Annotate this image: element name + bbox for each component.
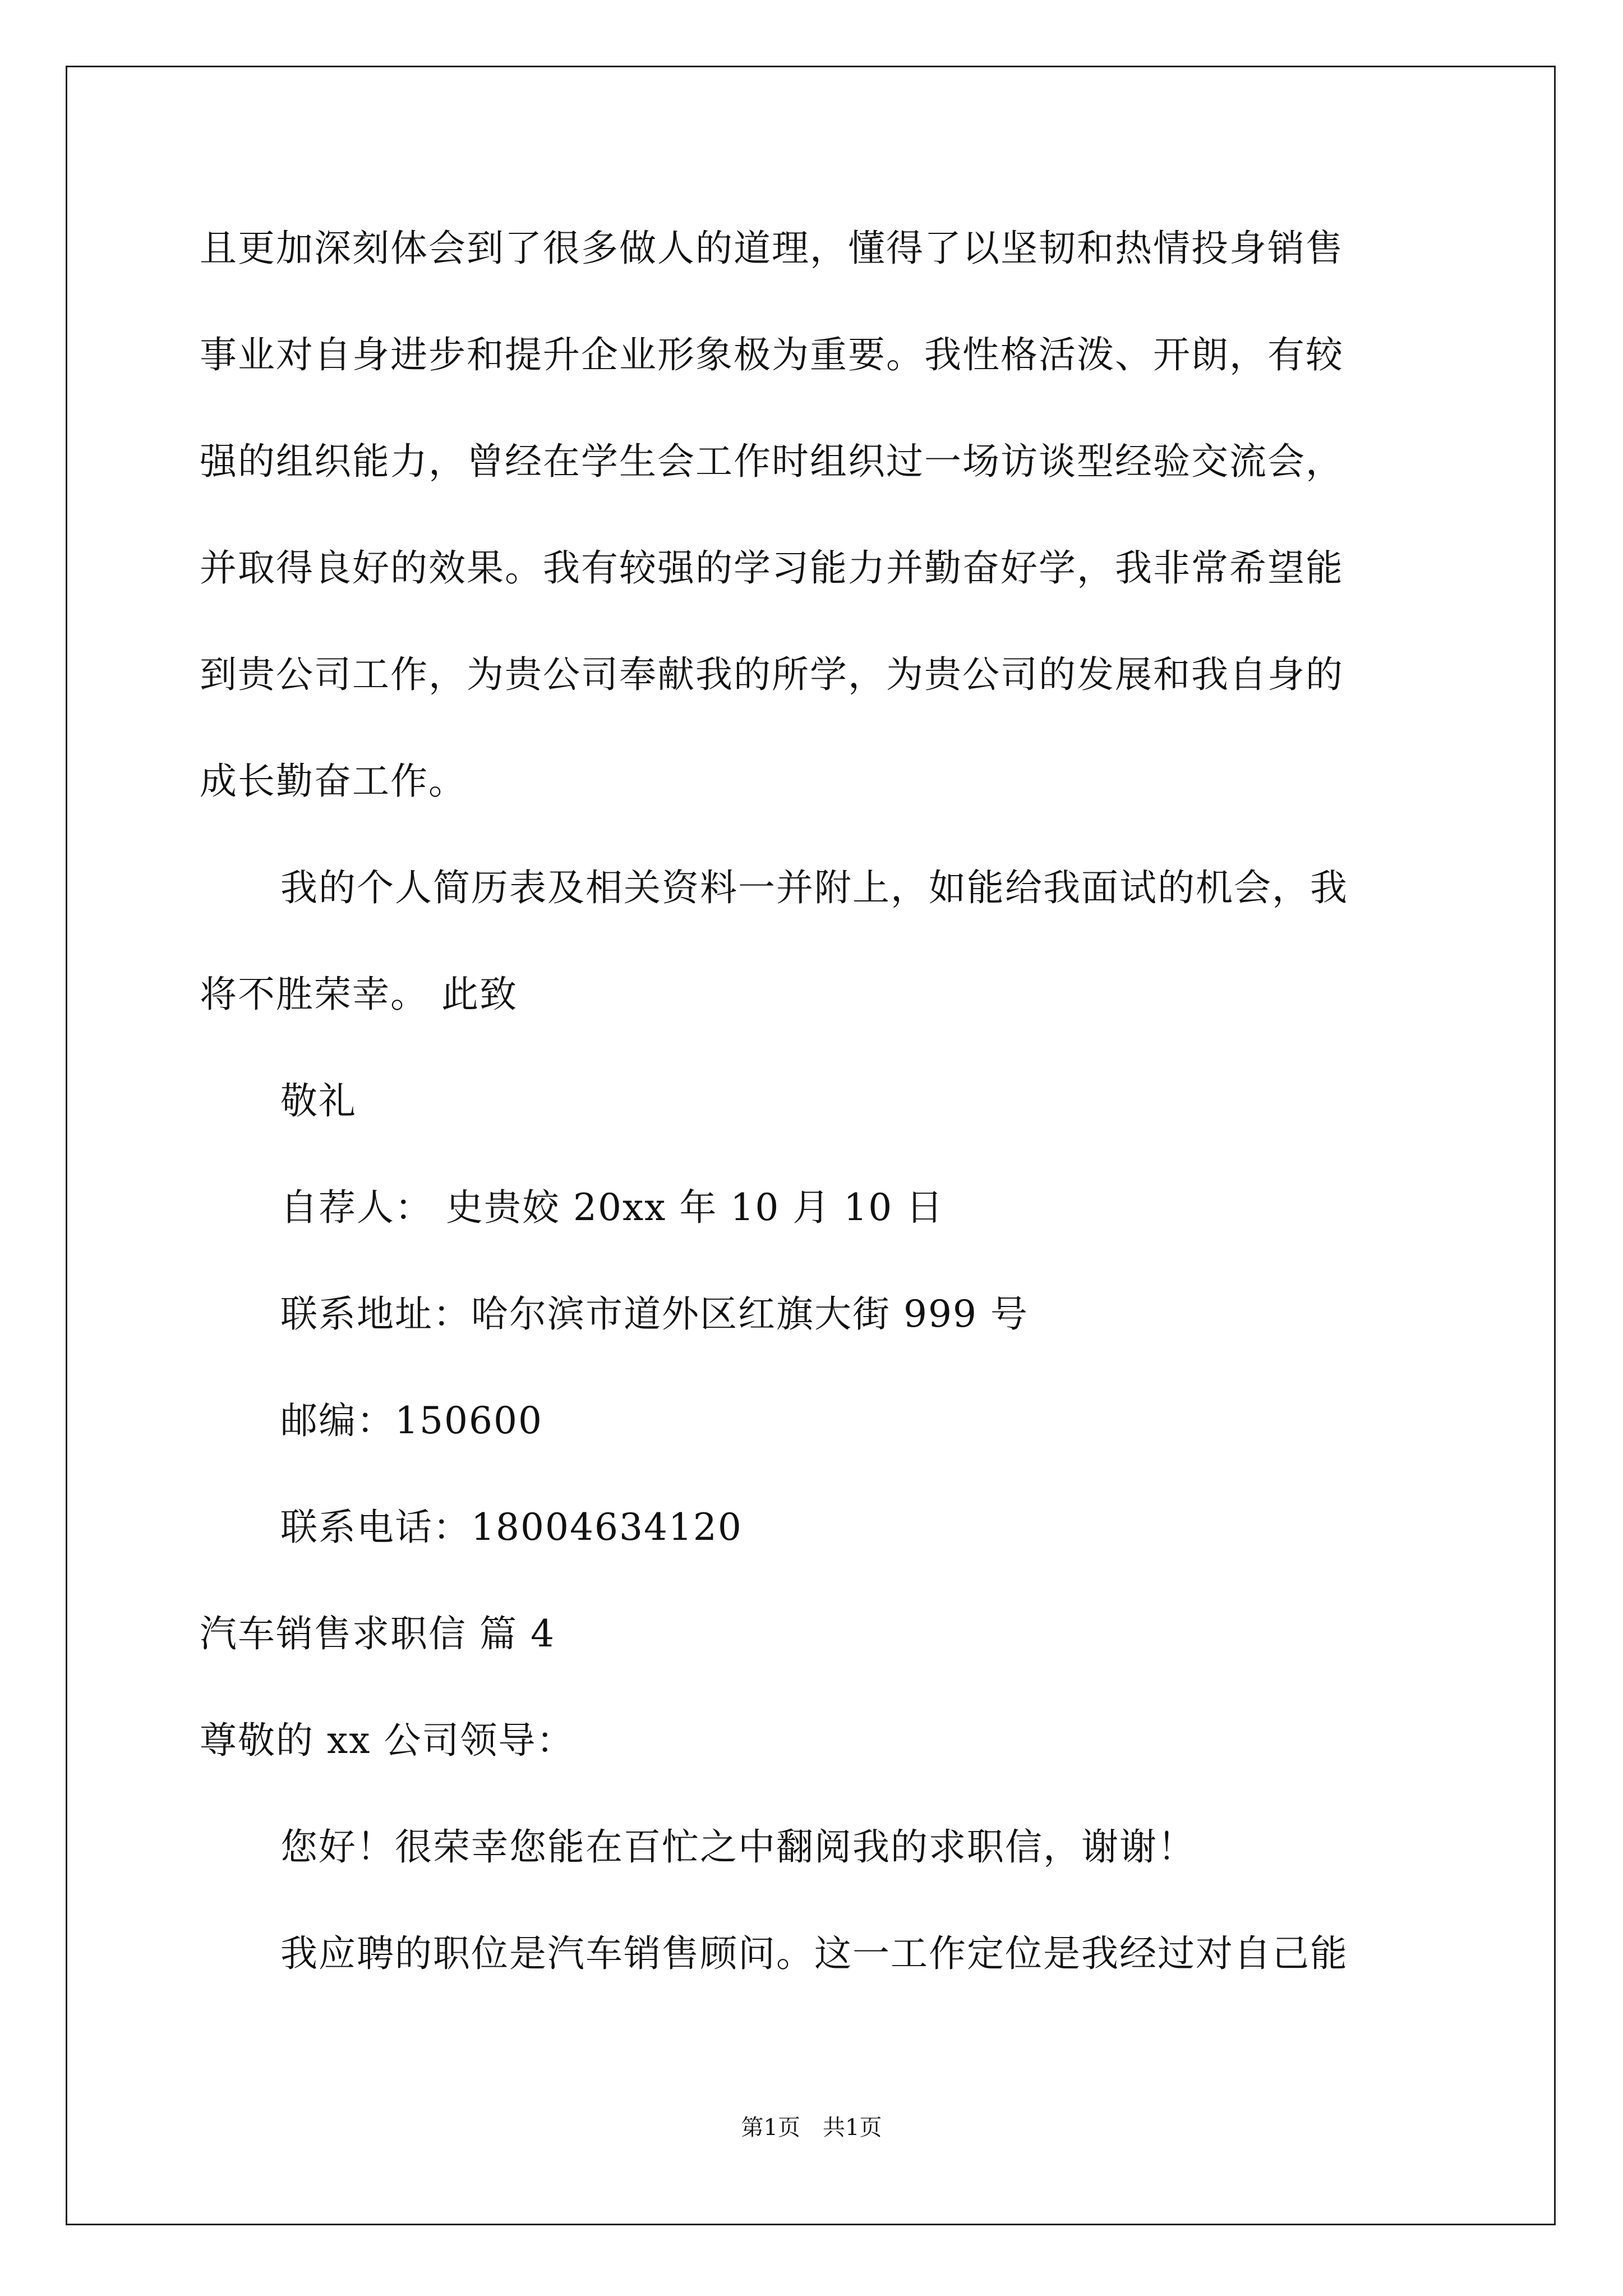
body-line-3: 强的组织能力，曾经在学生会工作时组织过一场访谈型经验交流会，	[200, 440, 1344, 483]
body-line-7: 我的个人简历表及相关资料一并附上，如能给我面试的机会，我	[280, 866, 1348, 909]
page-border	[66, 66, 1556, 2225]
body-line-1: 且更加深刻体会到了很多做人的道理，懂得了以坚韧和热情投身销售	[200, 227, 1344, 270]
address-line: 联系地址：哈尔滨市道外区红旗大街 999 号	[280, 1292, 1029, 1336]
greeting-line: 尊敬的 xx 公司领导：	[200, 1719, 575, 1762]
page-footer: 第1页 共1页	[741, 2115, 882, 2141]
body-line-6: 成长勤奋工作。	[200, 760, 467, 803]
phone-line: 联系电话：18004634120	[280, 1506, 743, 1549]
body-line-2: 事业对自身进步和提升企业形象极为重要。我性格活泼、开朗，有较	[200, 333, 1344, 376]
postcode-line: 邮编：150600	[280, 1399, 543, 1442]
body-line-16: 您好！很荣幸您能在百忙之中翻阅我的求职信，谢谢！	[280, 1825, 1196, 1869]
sender-line: 自荐人： 史贵姣 20xx 年 10 月 10 日	[280, 1186, 944, 1229]
body-line-4: 并取得良好的效果。我有较强的学习能力并勤奋好学，我非常希望能	[200, 546, 1344, 590]
body-line-17: 我应聘的职位是汽车销售顾问。这一工作定位是我经过对自己能	[280, 1932, 1348, 1975]
body-line-5: 到贵公司工作，为贵公司奉献我的所学，为贵公司的发展和我自身的	[200, 653, 1344, 696]
salutation-closing: 敬礼	[280, 1079, 357, 1122]
section-heading: 汽车销售求职信 篇 4	[200, 1612, 555, 1655]
body-line-8: 将不胜荣幸。 此致	[200, 973, 518, 1016]
